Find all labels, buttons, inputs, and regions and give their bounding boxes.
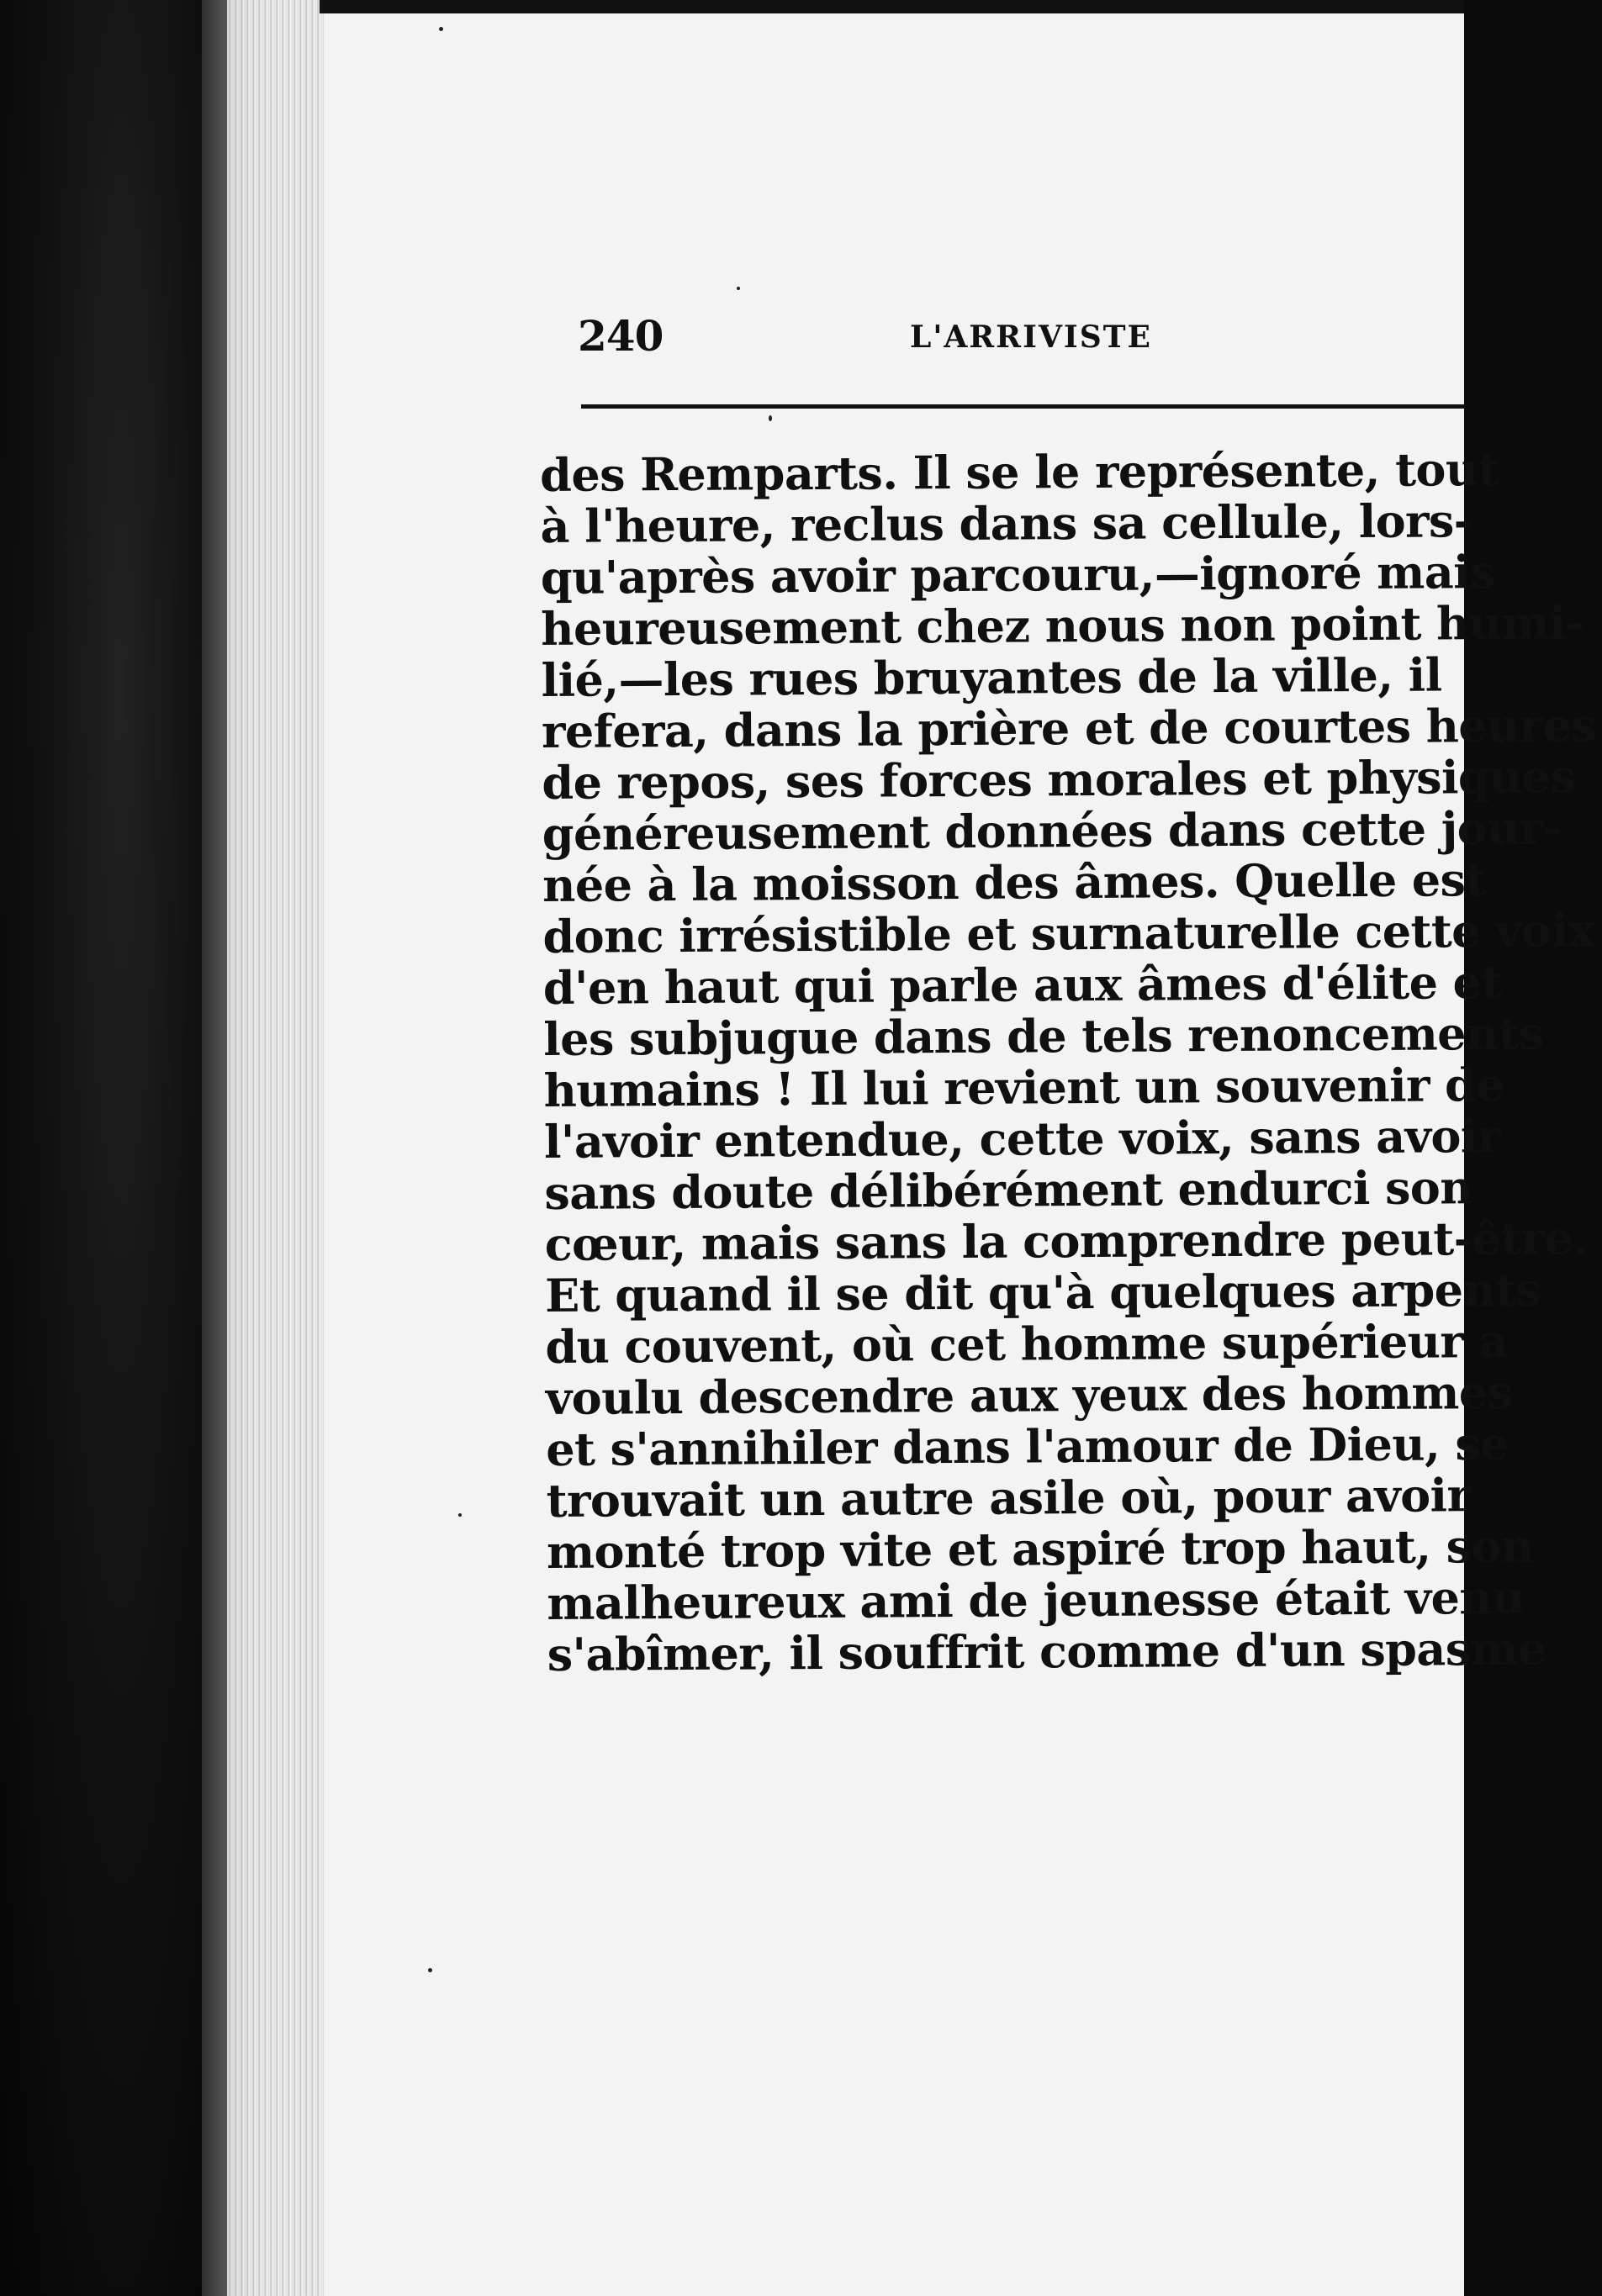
body-text xyxy=(539,442,1597,1681)
text-line: s'abîmer, il souffrit comme d'un spasme xyxy=(547,1621,1547,1681)
text-line: née à la moisson des âmes. Quelle est xyxy=(542,852,1486,912)
top-border xyxy=(320,0,1464,13)
dust-speck xyxy=(737,287,740,290)
page-header xyxy=(578,288,1464,363)
running-head: L'ARRIVISTE xyxy=(910,319,1152,355)
text-line: à l'heure, reclus dans sa cellule, lors- xyxy=(540,494,1472,553)
binding-shadow xyxy=(0,0,202,2296)
text-line: du couvent, où cet homme supérieur a xyxy=(545,1313,1508,1374)
text-line: cœur, mais sans la comprendre peut-être. xyxy=(544,1211,1589,1271)
text-line: l'avoir entendue, cette voix, sans avoir xyxy=(543,1109,1501,1169)
text-line: des Remparts. Il se le représente, tout xyxy=(539,442,1499,502)
text-line: heureusement chez nous non point humi- xyxy=(541,595,1584,656)
dust-speck xyxy=(769,415,772,421)
text-line: trouvait un autre asile où, pour avoir xyxy=(546,1468,1471,1528)
text-line: sans doute délibérément endurci son xyxy=(544,1160,1473,1220)
dust-speck xyxy=(428,1968,432,1972)
page-edges xyxy=(227,0,328,2296)
text-line: malheureux ami de jeunesse était venu xyxy=(547,1570,1525,1630)
text-line: et s'annihiler dans l'amour de Dieu, se xyxy=(546,1416,1509,1476)
text-line: refera, dans la prière et de courtes heures xyxy=(541,698,1597,758)
header-rule xyxy=(581,404,1464,409)
text-line: généreusement données dans cette jour- xyxy=(542,800,1562,861)
text-line: monté trop vite et aspiré trop haut, son xyxy=(546,1518,1534,1579)
dust-speck xyxy=(439,27,443,31)
dust-speck xyxy=(458,1513,462,1517)
text-line: donc irrésistible et surnaturelle cette voix xyxy=(542,903,1595,963)
text-line: qu'après avoir parcouru,—ignoré mais xyxy=(540,545,1496,604)
text-line: lié,—les rues bruyantes de la ville, il xyxy=(541,647,1442,707)
text-line: d'en haut qui parle aux âmes d'élite et xyxy=(542,955,1502,1015)
text-line: les subjugue dans de tels renoncements xyxy=(543,1005,1544,1066)
page-number: 240 xyxy=(578,311,664,361)
text-line: Et quand il se dit qu'à quelques arpents xyxy=(544,1262,1541,1322)
text-line: humains ! Il lui revient un souvenir de xyxy=(543,1058,1505,1117)
text-line: de repos, ses forces morales et physiques xyxy=(542,749,1576,810)
text-line: voulu descendre aux yeux des hommes xyxy=(545,1364,1513,1425)
